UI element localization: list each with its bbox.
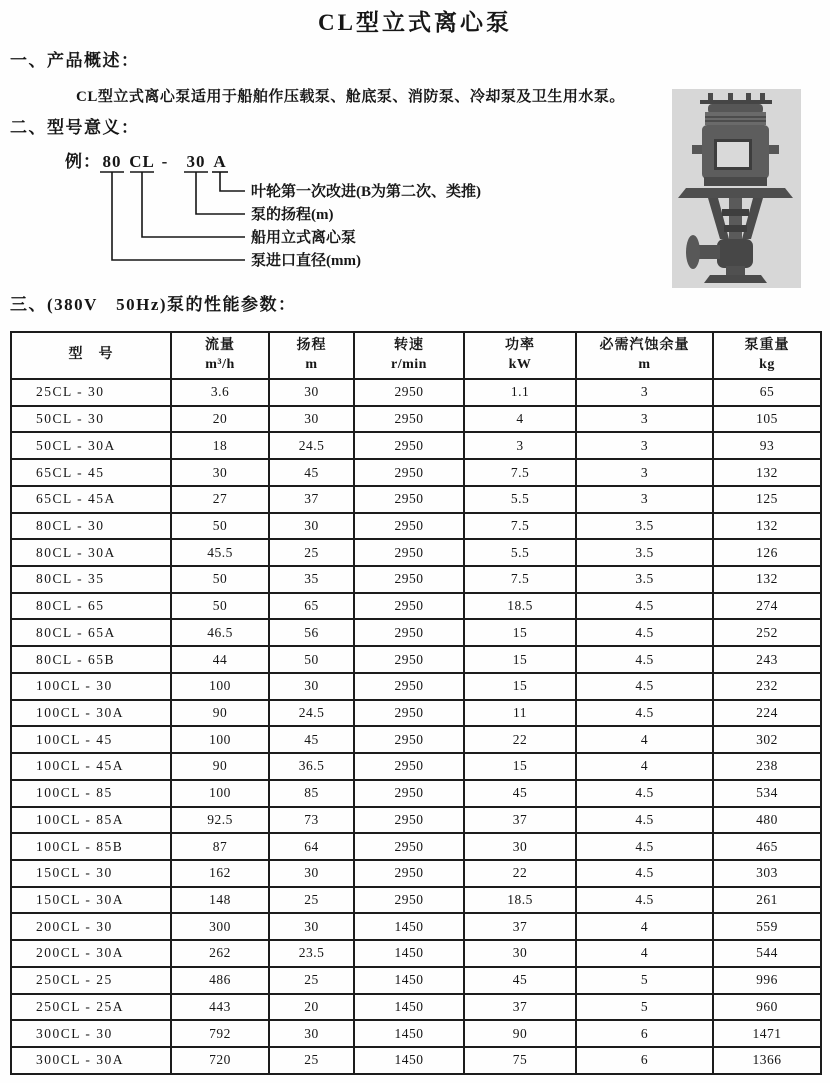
value-cell: 15	[464, 646, 576, 673]
value-cell: 486	[171, 967, 269, 994]
model-cell: 100CL - 85B	[11, 833, 171, 860]
value-cell: 87	[171, 833, 269, 860]
value-cell: 252	[713, 619, 821, 646]
model-cell: 100CL - 30A	[11, 700, 171, 727]
value-cell: 4	[576, 913, 713, 940]
value-cell: 56	[269, 619, 354, 646]
value-cell: 44	[171, 646, 269, 673]
value-cell: 45.5	[171, 539, 269, 566]
value-cell: 2950	[354, 646, 464, 673]
model-cell: 80CL - 30A	[11, 539, 171, 566]
value-cell: 3.6	[171, 379, 269, 406]
section-model-meaning-heading: 二、型号意义：	[10, 118, 140, 137]
value-cell: 243	[713, 646, 821, 673]
value-cell: 2950	[354, 700, 464, 727]
value-cell: 85	[269, 780, 354, 807]
pump-photo	[672, 89, 801, 288]
value-cell: 6	[576, 1047, 713, 1074]
value-cell: 30	[269, 513, 354, 540]
value-cell: 3	[576, 406, 713, 433]
value-cell: 3	[464, 432, 576, 459]
value-cell: 2950	[354, 406, 464, 433]
model-cell: 25CL - 30	[11, 379, 171, 406]
column-header: 必需汽蚀余量 m	[576, 332, 713, 379]
value-cell: 50	[171, 566, 269, 593]
value-cell: 7.5	[464, 566, 576, 593]
value-cell: 261	[713, 887, 821, 914]
model-cell: 300CL - 30	[11, 1020, 171, 1047]
column-header: 型 号	[11, 332, 171, 379]
table-row	[11, 1020, 821, 1047]
model-cell: 250CL - 25	[11, 967, 171, 994]
value-cell: 4.5	[576, 593, 713, 620]
table-row	[11, 432, 821, 459]
value-cell: 2950	[354, 459, 464, 486]
value-cell: 996	[713, 967, 821, 994]
value-cell: 5	[576, 994, 713, 1021]
value-cell: 6	[576, 1020, 713, 1047]
table-row	[11, 593, 821, 620]
model-cell: 80CL - 65B	[11, 646, 171, 673]
table-row	[11, 619, 821, 646]
value-cell: 4.5	[576, 833, 713, 860]
callout-impeller-revision: 叶轮第一次改进(B为第二次、类推)	[251, 184, 481, 200]
value-cell: 2950	[354, 486, 464, 513]
table-row	[11, 807, 821, 834]
value-cell: 7.5	[464, 513, 576, 540]
value-cell: 1450	[354, 913, 464, 940]
model-cell: 80CL - 65A	[11, 619, 171, 646]
value-cell: 4.5	[576, 619, 713, 646]
column-header: 流量 m³/h	[171, 332, 269, 379]
value-cell: 302	[713, 726, 821, 753]
value-cell: 24.5	[269, 700, 354, 727]
value-cell: 90	[171, 753, 269, 780]
value-cell: 18.5	[464, 887, 576, 914]
value-cell: 75	[464, 1047, 576, 1074]
table-row	[11, 673, 821, 700]
table-row	[11, 753, 821, 780]
document-title: CL型立式离心泵	[318, 10, 512, 35]
connector-inlet	[112, 172, 245, 260]
value-cell: 4.5	[576, 673, 713, 700]
value-cell: 25	[269, 967, 354, 994]
value-cell: 18.5	[464, 593, 576, 620]
value-cell: 100	[171, 673, 269, 700]
value-cell: 238	[713, 753, 821, 780]
value-cell: 443	[171, 994, 269, 1021]
value-cell: 4.5	[576, 700, 713, 727]
value-cell: 2950	[354, 379, 464, 406]
value-cell: 25	[269, 1047, 354, 1074]
value-cell: 30	[464, 940, 576, 967]
table-row	[11, 700, 821, 727]
table-row	[11, 486, 821, 513]
table-row	[11, 913, 821, 940]
value-cell: 93	[713, 432, 821, 459]
overview-paragraph: CL型立式离心泵适用于船舶作压载泵、舱底泵、消防泵、冷却泵及卫生用水泵。	[76, 89, 625, 105]
value-cell: 4.5	[576, 860, 713, 887]
value-cell: 5	[576, 967, 713, 994]
value-cell: 15	[464, 753, 576, 780]
value-cell: 2950	[354, 780, 464, 807]
value-cell: 3	[576, 459, 713, 486]
callout-inlet-diameter: 泵进口直径(mm)	[251, 253, 361, 269]
table-row	[11, 967, 821, 994]
value-cell: 30	[269, 406, 354, 433]
value-cell: 1450	[354, 1047, 464, 1074]
value-cell: 1.1	[464, 379, 576, 406]
value-cell: 2950	[354, 753, 464, 780]
model-cell: 150CL - 30A	[11, 887, 171, 914]
value-cell: 30	[171, 459, 269, 486]
model-code-diagram	[60, 141, 530, 276]
model-cell: 65CL - 45A	[11, 486, 171, 513]
value-cell: 50	[171, 593, 269, 620]
value-cell: 126	[713, 539, 821, 566]
value-cell: 15	[464, 619, 576, 646]
table-header-row	[11, 332, 821, 379]
value-cell: 4	[576, 940, 713, 967]
value-cell: 73	[269, 807, 354, 834]
table-body	[11, 379, 821, 1074]
table-row	[11, 406, 821, 433]
value-cell: 1366	[713, 1047, 821, 1074]
value-cell: 3.5	[576, 539, 713, 566]
table-row	[11, 513, 821, 540]
value-cell: 45	[269, 726, 354, 753]
value-cell: 4.5	[576, 807, 713, 834]
model-cell: 80CL - 30	[11, 513, 171, 540]
value-cell: 7.5	[464, 459, 576, 486]
value-cell: 274	[713, 593, 821, 620]
example-token-head: 30	[186, 152, 206, 171]
value-cell: 720	[171, 1047, 269, 1074]
value-cell: 46.5	[171, 619, 269, 646]
value-cell: 792	[171, 1020, 269, 1047]
value-cell: 534	[713, 780, 821, 807]
model-cell: 100CL - 30	[11, 673, 171, 700]
table-row	[11, 860, 821, 887]
value-cell: 64	[269, 833, 354, 860]
value-cell: 15	[464, 673, 576, 700]
value-cell: 37	[464, 913, 576, 940]
value-cell: 2950	[354, 807, 464, 834]
value-cell: 30	[269, 673, 354, 700]
value-cell: 100	[171, 780, 269, 807]
value-cell: 4	[576, 726, 713, 753]
value-cell: 92.5	[171, 807, 269, 834]
section-performance-heading: 三、(380V 50Hz)泵的性能参数：	[10, 295, 297, 314]
value-cell: 35	[269, 566, 354, 593]
table-row	[11, 1047, 821, 1074]
example-token-variant: A	[213, 152, 227, 171]
example-token-series: CL	[129, 152, 155, 171]
value-cell: 1450	[354, 1020, 464, 1047]
example-token-dash: -	[161, 152, 169, 171]
value-cell: 2950	[354, 432, 464, 459]
model-cell: 100CL - 45A	[11, 753, 171, 780]
table-row	[11, 780, 821, 807]
model-cell: 80CL - 65	[11, 593, 171, 620]
value-cell: 559	[713, 913, 821, 940]
value-cell: 1450	[354, 967, 464, 994]
value-cell: 2950	[354, 887, 464, 914]
table-row	[11, 566, 821, 593]
value-cell: 20	[171, 406, 269, 433]
value-cell: 232	[713, 673, 821, 700]
value-cell: 25	[269, 539, 354, 566]
value-cell: 90	[464, 1020, 576, 1047]
table-row	[11, 726, 821, 753]
value-cell: 465	[713, 833, 821, 860]
example-prefix: 例：	[65, 152, 101, 171]
value-cell: 960	[713, 994, 821, 1021]
model-cell: 50CL - 30A	[11, 432, 171, 459]
column-header: 扬程 m	[269, 332, 354, 379]
table-row	[11, 833, 821, 860]
value-cell: 125	[713, 486, 821, 513]
value-cell: 4	[464, 406, 576, 433]
column-header: 功率 kW	[464, 332, 576, 379]
value-cell: 2950	[354, 513, 464, 540]
performance-table	[10, 331, 822, 1075]
connector-series	[142, 172, 245, 237]
value-cell: 37	[464, 807, 576, 834]
value-cell: 148	[171, 887, 269, 914]
table-row	[11, 379, 821, 406]
value-cell: 45	[464, 780, 576, 807]
value-cell: 2950	[354, 833, 464, 860]
value-cell: 45	[464, 967, 576, 994]
value-cell: 3	[576, 379, 713, 406]
value-cell: 303	[713, 860, 821, 887]
value-cell: 30	[269, 913, 354, 940]
model-cell: 80CL - 35	[11, 566, 171, 593]
callout-marine-vertical-pump: 船用立式离心泵	[251, 230, 357, 246]
value-cell: 2950	[354, 860, 464, 887]
model-cell: 150CL - 30	[11, 860, 171, 887]
model-cell: 50CL - 30	[11, 406, 171, 433]
value-cell: 544	[713, 940, 821, 967]
value-cell: 2950	[354, 726, 464, 753]
value-cell: 20	[269, 994, 354, 1021]
value-cell: 2950	[354, 673, 464, 700]
table-row	[11, 940, 821, 967]
value-cell: 65	[269, 593, 354, 620]
value-cell: 27	[171, 486, 269, 513]
value-cell: 4.5	[576, 887, 713, 914]
value-cell: 50	[171, 513, 269, 540]
value-cell: 132	[713, 459, 821, 486]
model-cell: 100CL - 85A	[11, 807, 171, 834]
value-cell: 3.5	[576, 513, 713, 540]
value-cell: 50	[269, 646, 354, 673]
value-cell: 162	[171, 860, 269, 887]
section-overview-heading: 一、产品概述：	[10, 51, 140, 70]
model-cell: 300CL - 30A	[11, 1047, 171, 1074]
value-cell: 2950	[354, 539, 464, 566]
value-cell: 90	[171, 700, 269, 727]
value-cell: 22	[464, 860, 576, 887]
table-row	[11, 646, 821, 673]
value-cell: 65	[713, 379, 821, 406]
connector-variant	[220, 172, 245, 191]
table-row	[11, 459, 821, 486]
value-cell: 3	[576, 432, 713, 459]
column-header: 转速 r/min	[354, 332, 464, 379]
value-cell: 30	[269, 1020, 354, 1047]
value-cell: 3.5	[576, 566, 713, 593]
value-cell: 45	[269, 459, 354, 486]
value-cell: 37	[464, 994, 576, 1021]
value-cell: 11	[464, 700, 576, 727]
value-cell: 22	[464, 726, 576, 753]
value-cell: 23.5	[269, 940, 354, 967]
value-cell: 24.5	[269, 432, 354, 459]
table-row	[11, 887, 821, 914]
value-cell: 30	[269, 860, 354, 887]
model-cell: 65CL - 45	[11, 459, 171, 486]
callout-pump-head: 泵的扬程(m)	[251, 207, 334, 223]
model-cell: 100CL - 45	[11, 726, 171, 753]
value-cell: 1450	[354, 940, 464, 967]
table-row	[11, 994, 821, 1021]
value-cell: 5.5	[464, 539, 576, 566]
value-cell: 105	[713, 406, 821, 433]
value-cell: 36.5	[269, 753, 354, 780]
value-cell: 4.5	[576, 646, 713, 673]
value-cell: 300	[171, 913, 269, 940]
value-cell: 5.5	[464, 486, 576, 513]
table-row	[11, 539, 821, 566]
model-cell: 100CL - 85	[11, 780, 171, 807]
value-cell: 4	[576, 753, 713, 780]
value-cell: 25	[269, 887, 354, 914]
value-cell: 1471	[713, 1020, 821, 1047]
value-cell: 132	[713, 566, 821, 593]
value-cell: 3	[576, 486, 713, 513]
value-cell: 132	[713, 513, 821, 540]
value-cell: 1450	[354, 994, 464, 1021]
value-cell: 480	[713, 807, 821, 834]
value-cell: 2950	[354, 619, 464, 646]
example-token-inlet: 80	[102, 152, 122, 171]
value-cell: 100	[171, 726, 269, 753]
model-cell: 200CL - 30A	[11, 940, 171, 967]
value-cell: 30	[269, 379, 354, 406]
value-cell: 4.5	[576, 780, 713, 807]
value-cell: 30	[464, 833, 576, 860]
value-cell: 18	[171, 432, 269, 459]
model-cell: 250CL - 25A	[11, 994, 171, 1021]
model-cell: 200CL - 30	[11, 913, 171, 940]
value-cell: 262	[171, 940, 269, 967]
value-cell: 2950	[354, 566, 464, 593]
value-cell: 2950	[354, 593, 464, 620]
column-header: 泵重量 kg	[713, 332, 821, 379]
value-cell: 224	[713, 700, 821, 727]
value-cell: 37	[269, 486, 354, 513]
